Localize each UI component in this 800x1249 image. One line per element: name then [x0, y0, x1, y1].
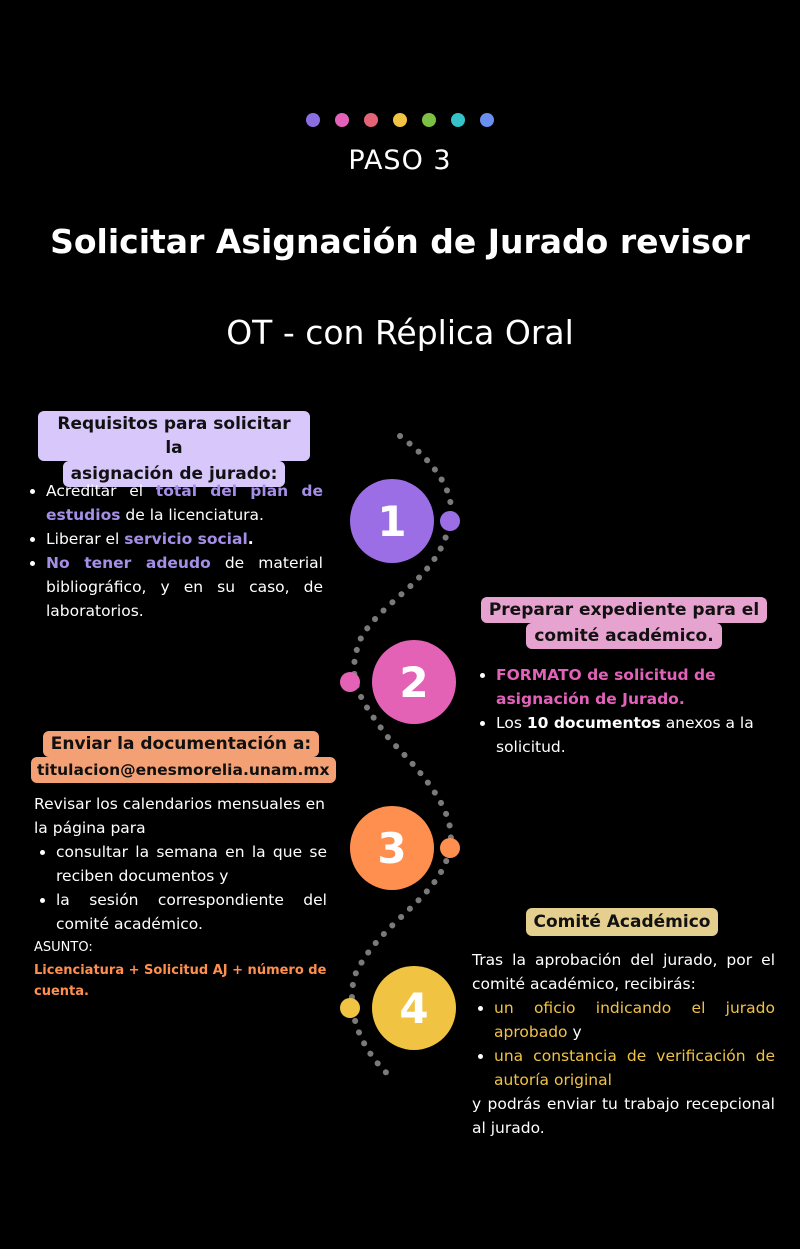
comite-outro: y podrás enviar tu trabajo recepcional al jurado.	[472, 1095, 775, 1137]
asunto-value: Licenciatura + Solicitud AJ + número de cuenta.	[34, 963, 327, 999]
step-3-number: 3	[377, 823, 407, 873]
page-subtitle: OT - con Réplica Oral	[226, 313, 574, 352]
list-item: • Los 10 documentos anexos a la solicitud.	[496, 711, 764, 759]
comite-content	[472, 948, 775, 1140]
envio-intro: Revisar los calendarios mensuales en la página para	[34, 795, 326, 837]
requisitos-label-line1: Requisitos para solicitar la	[38, 411, 310, 461]
comite-intro: Tras la aprobación del jurado, por el comité académico, recibirás:	[472, 951, 775, 993]
requisitos-list	[24, 479, 323, 623]
path-knot	[340, 998, 360, 1018]
envio-label-line1: Enviar la documentación a:	[43, 731, 319, 757]
list-item: • consultar la semana en la que se reciben documentos y	[56, 840, 327, 888]
envio-content	[34, 792, 327, 1002]
step-3-circle	[350, 806, 434, 890]
envio-email[interactable]: titulacion@enesmorelia.unam.mx	[31, 757, 336, 783]
path-knot	[340, 672, 360, 692]
list-item: • una constancia de verificación de autoría original	[494, 1044, 775, 1092]
requisitos-label	[38, 411, 310, 487]
list-item: • Liberar el servicio social.	[46, 527, 323, 551]
list-item: • la sesión correspondiente del comité académico.	[56, 888, 327, 936]
step-1-number: 1	[377, 496, 407, 546]
list-item: • FORMATO de solicitud de asignación de Jurado.	[496, 663, 764, 711]
step-1-circle	[350, 479, 434, 563]
list-item: • un oficio indicando el jurado aprobado y	[494, 996, 775, 1044]
page-title: Solicitar Asignación de Jurado revisor	[50, 222, 750, 261]
expediente-label	[479, 597, 769, 649]
requisitos-label-line2: asignación de jurado:	[63, 461, 286, 487]
envio-label	[31, 731, 331, 783]
list-item: • No tener adeudo de material bibliográfico, y en su caso, de laboratorios.	[46, 551, 323, 623]
step-4-number: 4	[399, 983, 429, 1033]
step-heading: PASO 3	[348, 145, 452, 176]
list-item: • Acreditar el total del plan de estudios de la licenciatura.	[46, 479, 323, 527]
expediente-label-line1: Preparar expediente para el	[481, 597, 767, 623]
step-2-number: 2	[399, 657, 429, 707]
comite-label: Comité Académico	[526, 908, 719, 936]
path-knot	[440, 511, 460, 531]
expediente-label-line2: comité académico.	[526, 623, 721, 649]
asunto-label: ASUNTO:	[34, 940, 93, 955]
path-knot	[440, 838, 460, 858]
expediente-list	[474, 663, 764, 759]
step-4-circle	[372, 966, 456, 1050]
step-2-circle	[372, 640, 456, 724]
comite-label-wrap	[472, 908, 772, 936]
